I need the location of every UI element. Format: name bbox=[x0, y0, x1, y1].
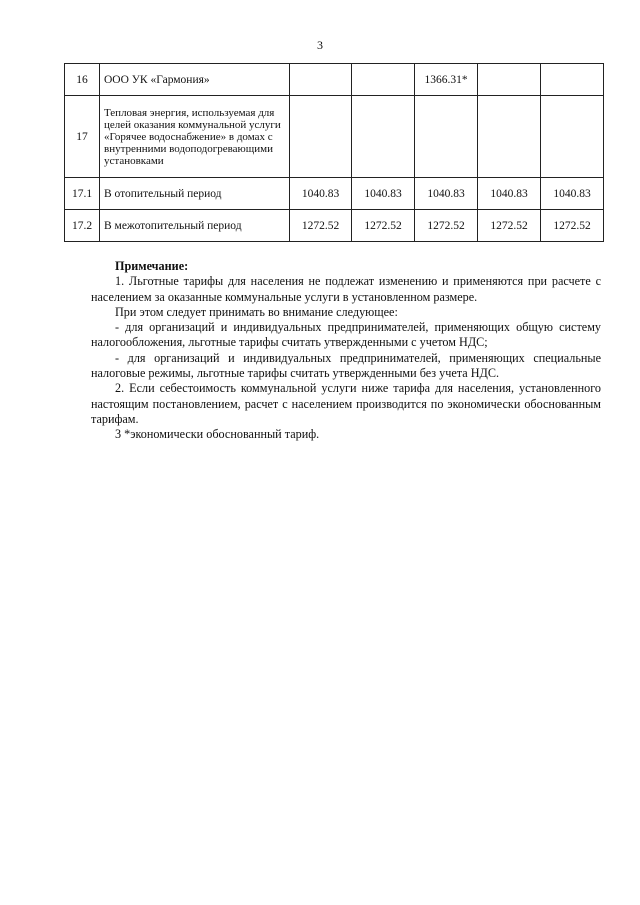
tariff-cell: 1040.83 bbox=[415, 178, 478, 210]
page-number: 3 bbox=[317, 38, 323, 52]
row-name: В отопительный период bbox=[100, 178, 290, 210]
note-paragraph-1: 1. Льготные тарифы для населения не подлежат изменению и применяются при расчете с населением за оказанные коммунальные услуги в установленном размере. bbox=[91, 274, 601, 304]
tariff-cell bbox=[478, 64, 541, 96]
tariff-cell: 1272.52 bbox=[352, 210, 415, 242]
tariff-cell bbox=[541, 64, 604, 96]
tariff-cell: 1272.52 bbox=[541, 210, 604, 242]
tariff-cell bbox=[541, 96, 604, 178]
note-paragraph-6: 3 *экономически обоснованный тариф. bbox=[115, 427, 320, 442]
row-number: 17 bbox=[65, 96, 100, 178]
tariff-cell bbox=[352, 64, 415, 96]
tariff-cell: 1272.52 bbox=[415, 210, 478, 242]
tariff-cell bbox=[415, 96, 478, 178]
tariff-cell bbox=[290, 96, 352, 178]
notes-section bbox=[91, 259, 601, 443]
row-name: В межотопительный период bbox=[100, 210, 290, 242]
table-row bbox=[65, 210, 604, 242]
table-row bbox=[65, 64, 604, 96]
note-paragraph-3: - для организаций и индивидуальных предпринимателей, применяющих общую систему налогообложения, льготные тарифы считать утвержденными с учетом НДС; bbox=[91, 320, 601, 350]
row-name: Тепловая энергия, используемая для целей оказания коммунальной услуги «Горячее водоснабжение» в домах с внутренними водоподогревающими установками bbox=[100, 96, 290, 178]
tariff-cell: 1040.83 bbox=[478, 178, 541, 210]
tariff-cell: 1272.52 bbox=[478, 210, 541, 242]
table-row bbox=[65, 178, 604, 210]
row-number: 17.1 bbox=[65, 178, 100, 210]
row-name: ООО УК «Гармония» bbox=[100, 64, 290, 96]
note-paragraph-5: 2. Если себестоимость коммунальной услуги ниже тарифа для населения, установленного настоящим постановлением, расчет с населением производится по экономически обоснованным тарифам. bbox=[91, 381, 601, 426]
row-number: 16 bbox=[65, 64, 100, 96]
table-row bbox=[65, 96, 604, 178]
note-paragraph-4: - для организаций и индивидуальных предпринимателей, применяющих специальные налоговые режимы, льготные тарифы считать утвержденными без учета НДС. bbox=[91, 350, 601, 381]
row-number: 17.2 bbox=[65, 210, 100, 242]
tariff-cell: 1366.31* bbox=[415, 64, 478, 96]
tariff-cell: 1040.83 bbox=[290, 178, 352, 210]
tariff-cell: 1040.83 bbox=[541, 178, 604, 210]
notes-heading: Примечание: bbox=[115, 259, 189, 273]
tariff-cell bbox=[352, 96, 415, 178]
tariff-table bbox=[64, 63, 604, 242]
note-paragraph-2: При этом следует принимать во внимание следующее: bbox=[115, 304, 398, 319]
tariff-cell bbox=[478, 96, 541, 178]
tariff-cell: 1272.52 bbox=[290, 210, 352, 242]
tariff-cell bbox=[290, 64, 352, 96]
tariff-cell: 1040.83 bbox=[352, 178, 415, 210]
